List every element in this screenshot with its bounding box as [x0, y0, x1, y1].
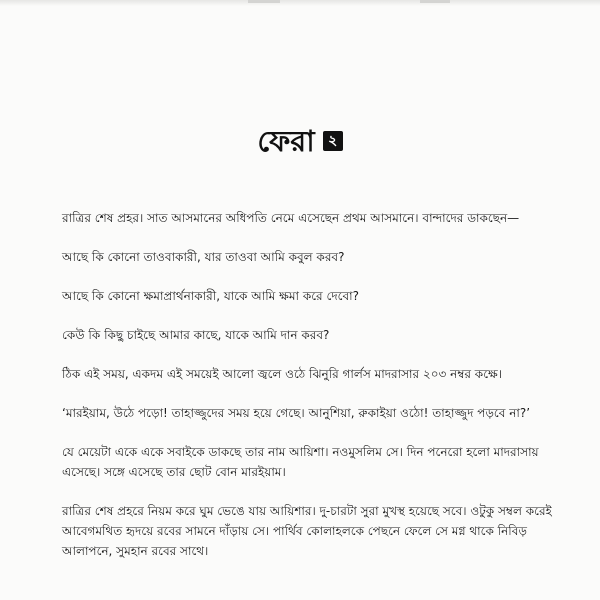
paragraph: কেউ কি কিছু চাইছে আমার কাছে, যাকে আমি দান করব? [62, 328, 330, 342]
chapter-title: ফেরা [257, 123, 315, 158]
paragraph: আছে কি কোনো তাওবাকারী, যার তাওবা আমি কবুল করব? [62, 250, 345, 264]
chapter-body [62, 208, 562, 580]
paragraph: ‘মারইয়াম, উঠে পড়ো! তাহাজ্জুদের সময় হয়ে গেছে। আনুশিয়া, রুকাইয়া ওঠো! তাহাজ্জুদ পড়বে না?’ [62, 406, 531, 420]
top-print-mark [248, 0, 280, 3]
chapter-number-badge: ২ [323, 131, 343, 151]
page-top-edge [0, 0, 600, 6]
paragraph: রাত্রির শেষ প্রহর। সাত আসমানের অধিপতি নেমে এসেছেন প্রথম আসমানে। বান্দাদের ডাকছেন— [62, 211, 520, 225]
paragraph: আছে কি কোনো ক্ষমাপ্রার্থনাকারী, যাকে আমি ক্ষমা করে দেবো? [62, 289, 359, 303]
paragraph: রাত্রির শেষ প্রহরে নিয়ম করে ঘুম ভেঙে যায় আয়িশার। দু-চারটা সুরা মুখস্থ হয়েছে সবে। ওটুকু সম্বল করেই আবেগমথিত হৃদয়ে রবের সামনে দাঁড়ায় সে। পার্থিব কোলাহলকে পেছনে ফেলে সে মগ্ন থাকে নিবিড় আলাপনে, সুমহান রবের সাথে। [62, 504, 552, 558]
paragraph: ঠিক এই সময়, একদম এই সময়েই আলো জ্বলে ওঠে ঝিনুরি গার্লস মাদরাসার ২০৩ নম্বর কক্ষে। [62, 367, 503, 381]
paragraph: যে মেয়েটা একে একে সবাইকে ডাকছে তার নাম আয়িশা। নওমুসলিম সে। দিন পনেরো হলো মাদরাসায় এসেছে। সঙ্গে এসেছে তার ছোট বোন মারইয়াম। [62, 445, 539, 479]
chapter-heading [210, 118, 390, 164]
top-print-mark [420, 0, 450, 3]
